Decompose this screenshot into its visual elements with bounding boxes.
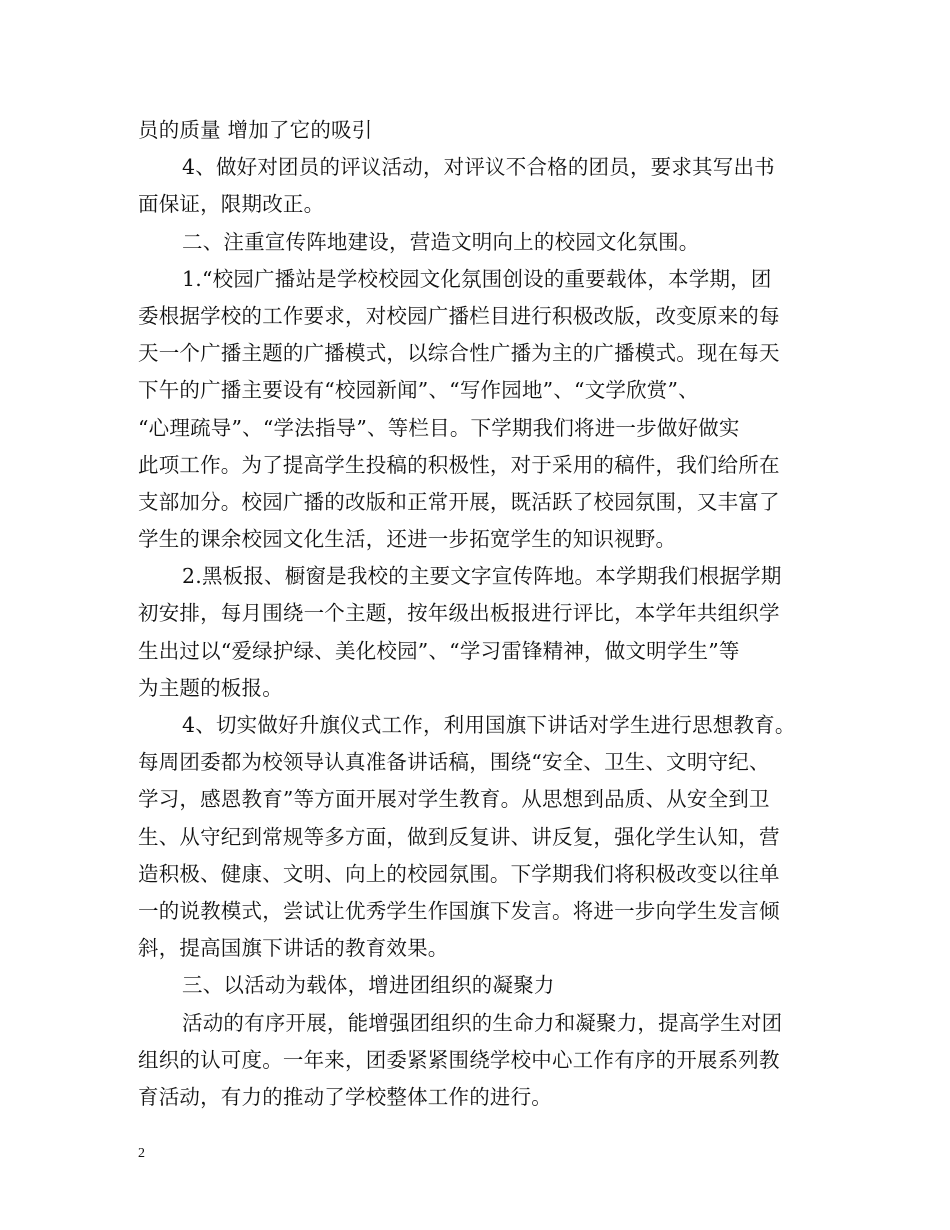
text-line: 面保证，限期改正。 xyxy=(138,192,325,217)
text-line: 学习，感恩教育”等方面开展对学生教育。从思想到品质、从安全到卫 xyxy=(138,787,770,812)
document-body xyxy=(138,112,828,1116)
text-line: 委根据学校的工作要求，对校园广播栏目进行积极改版，改变原来的每 xyxy=(138,303,780,328)
text-line: 4、做好对团员的评议活动，对评议不合格的团员，要求其写出书 xyxy=(182,155,775,180)
text-line: 4、切实做好升旗仪式工作，利用国旗下讲话对学生进行思想教育。 xyxy=(182,713,796,737)
text-line: 天一个广播主题的广播模式，以综合性广播为主的广播模式。现在每天 xyxy=(138,341,780,366)
text-line: 为主题的板报。 xyxy=(138,675,283,700)
text-line: 支部加分。校园广播的改版和正常开展，既活跃了校园氛围，又丰富了 xyxy=(138,489,780,514)
text-line: 组织的认可度。一年来，团委紧紧围绕学校中心工作有序的开展系列教 xyxy=(138,1047,780,1072)
text-line: 每周团委都为校领导认真准备讲话稿，围绕“安全、卫生、文明守纪、 xyxy=(138,750,770,775)
text-line: 下午的广播主要设有“校园新闻”、“写作园地”、“文学欣赏”、 xyxy=(138,378,699,403)
text-line: 员的质量 增加了它的吸引 xyxy=(138,118,373,142)
text-line: 学生的课余校园文化生活，还进一步拓宽学生的知识视野。 xyxy=(138,527,677,552)
text-line: 活动的有序开展，能增强团组织的生命力和凝聚力，提高学生对团 xyxy=(182,1010,783,1035)
text-line: 一的说教模式，尝试让优秀学生作国旗下发言。将进一步向学生发言倾 xyxy=(138,898,780,923)
page-number: 2 xyxy=(138,1146,145,1161)
text-line: 生出过以“爱绿护绿、美化校园”、“学习雷锋精神，做文明学生”等 xyxy=(138,638,740,663)
text-line: 初安排，每月围绕一个主题，按年级出板报进行评比，本学年共组织学 xyxy=(138,601,780,626)
text-line: 三、以活动为载体，增进团组织的凝聚力 xyxy=(182,973,555,998)
text-line: 2.黑板报、橱窗是我校的主要文字宣传阵地。本学期我们根据学期 xyxy=(182,564,782,589)
text-line: 1.“校园广播站是学校校园文化氛围创设的重要载体，本学期，团 xyxy=(182,266,772,291)
text-line: 此项工作。为了提高学生投稿的积极性，对于采用的稿件，我们给所在 xyxy=(138,452,780,477)
text-line: 二、注重宣传阵地建设，营造文明向上的校园文化氛围。 xyxy=(182,229,700,254)
text-line: 斜，提高国旗下讲话的教育效果。 xyxy=(138,936,449,961)
text-line: 生、从守纪到常规等多方面，做到反复讲、讲反复，强化学生认知，营 xyxy=(138,824,780,849)
text-line: “心理疏导”、“学法指导”、等栏目。下学期我们将进一步做好做实 xyxy=(138,415,740,440)
text-line: 育活动，有力的推动了学校整体工作的进行。 xyxy=(138,1084,552,1109)
text-line: 造积极、健康、文明、向上的校园氛围。下学期我们将积极改变以往单 xyxy=(138,861,780,886)
